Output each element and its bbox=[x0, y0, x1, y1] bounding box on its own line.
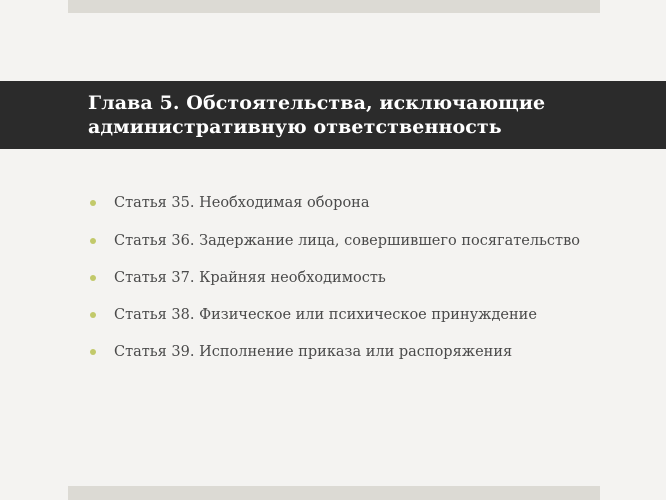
list-item-label: Статья 39. Исполнение приказа или распоряжения bbox=[114, 344, 513, 360]
list-item bbox=[90, 268, 610, 289]
top-decorative-strip bbox=[68, 0, 600, 13]
list-item-label: Статья 38. Физическое или психическое принуждение bbox=[114, 307, 537, 323]
list-item bbox=[90, 342, 610, 363]
list-item bbox=[90, 193, 610, 214]
bullet-dot-icon bbox=[90, 200, 96, 206]
title-bar bbox=[0, 81, 666, 149]
bullet-dot-icon bbox=[90, 238, 96, 244]
bullet-dot-icon bbox=[90, 349, 96, 355]
bullet-dot-icon bbox=[90, 275, 96, 281]
list-item-label: Статья 35. Необходимая оборона bbox=[114, 195, 370, 211]
list-item bbox=[90, 305, 610, 326]
list-item-label: Статья 36. Задержание лица, совершившего посягательство bbox=[114, 233, 580, 249]
list-item-label: Статья 37. Крайняя необходимость bbox=[114, 270, 386, 286]
bottom-decorative-strip bbox=[68, 486, 600, 500]
bullet-dot-icon bbox=[90, 312, 96, 318]
list-item bbox=[90, 231, 610, 252]
article-list bbox=[90, 193, 610, 363]
slide-title: Глава 5. Обстоятельства, исключающие административную ответственность bbox=[88, 92, 546, 138]
